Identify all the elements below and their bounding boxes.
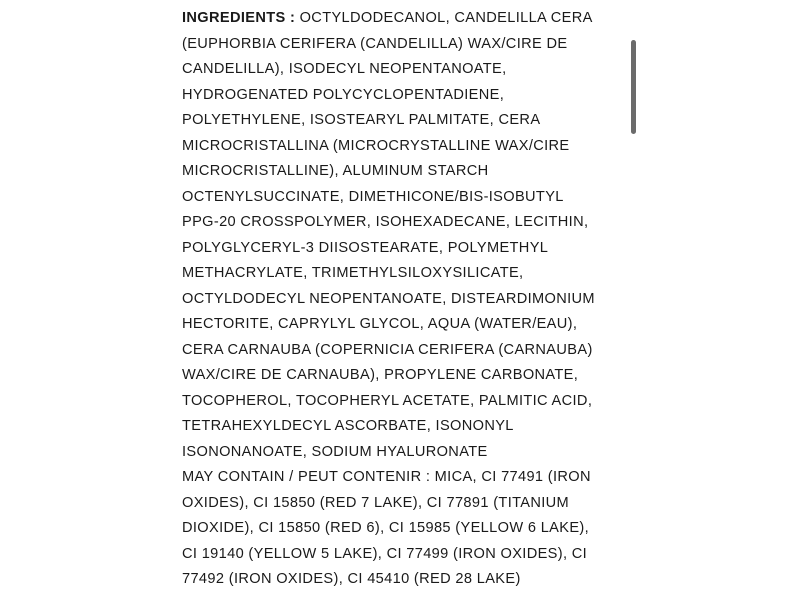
ingredients-line: HYDROGENATED POLYCYCLOPENTADIENE,: [182, 86, 505, 103]
ingredients-line: (EUPHORBIA CERIFERA (CANDELILLA) WAX/CIRE DE: [182, 35, 568, 52]
vertical-scrollbar[interactable]: [631, 40, 636, 134]
ingredients-line: MICROCRISTALLINA (MICROCRYSTALLINE WAX/CIRE: [182, 137, 570, 154]
ingredients-line: OCTENYLSUCCINATE, DIMETHICONE/BIS-ISOBUTYL: [182, 188, 564, 205]
ingredients-line: CANDELILLA), ISODECYL NEOPENTANOATE,: [182, 61, 507, 77]
ingredients-line: DIOXIDE), CI 15850 (RED 6), CI 15985 (YELLOW 6 LAKE),: [182, 520, 590, 536]
ingredients-line: OXIDES), CI 15850 (RED 7 LAKE), CI 77891 (TITANIUM: [182, 494, 570, 511]
ingredients-line: OCTYLDODECYL NEOPENTANOATE, DISTEARDIMONIUM: [182, 290, 595, 307]
ingredients-line: POLYETHYLENE, ISOSTEARYL PALMITATE, CERA: [182, 112, 541, 128]
ingredients-line-0: [182, 6, 602, 32]
ingredients-line: 77492 (IRON OXIDES), CI 45410 (RED 28 LAKE): [182, 571, 521, 587]
ingredients-line: MICROCRISTALLINE), ALUMINUM STARCH: [182, 163, 489, 179]
ingredients-line: ISONONANOATE, SODIUM HYALURONATE: [182, 443, 488, 460]
ingredients-line: HECTORITE, CAPRYLYL GLYCOL, AQUA (WATER/EAU),: [182, 316, 578, 332]
ingredients-line: TETRAHEXYLDECYL ASCORBATE, ISONONYL: [182, 418, 514, 434]
ingredients-line: MAY CONTAIN / PEUT CONTENIR : MICA, CI 77491 (IRON: [182, 469, 591, 485]
ingredients-line: POLYGLYCERYL-3 DIISOSTEARATE, POLYMETHYL: [182, 239, 549, 256]
ingredients-first-line: OCTYLDODECANOL, CANDELILLA CERA: [295, 10, 593, 26]
ingredients-line: CI 19140 (YELLOW 5 LAKE), CI 77499 (IRON OXIDES), CI: [182, 545, 588, 562]
ingredients-label: INGREDIENTS :: [182, 10, 296, 26]
ingredients-line: WAX/CIRE DE CARNAUBA), PROPYLENE CARBONATE,: [182, 367, 579, 383]
ingredients-text: [182, 6, 602, 593]
ingredients-line: PPG-20 CROSSPOLYMER, ISOHEXADECANE, LECITHIN,: [182, 214, 589, 230]
ingredients-line: CERA CARNAUBA (COPERNICIA CERIFERA (CARNAUBA): [182, 341, 593, 358]
ingredients-line: METHACRYLATE, TRIMETHYLSILOXYSILICATE,: [182, 265, 524, 281]
ingredients-line: TOCOPHEROL, TOCOPHERYL ACETATE, PALMITIC ACID,: [182, 392, 593, 409]
